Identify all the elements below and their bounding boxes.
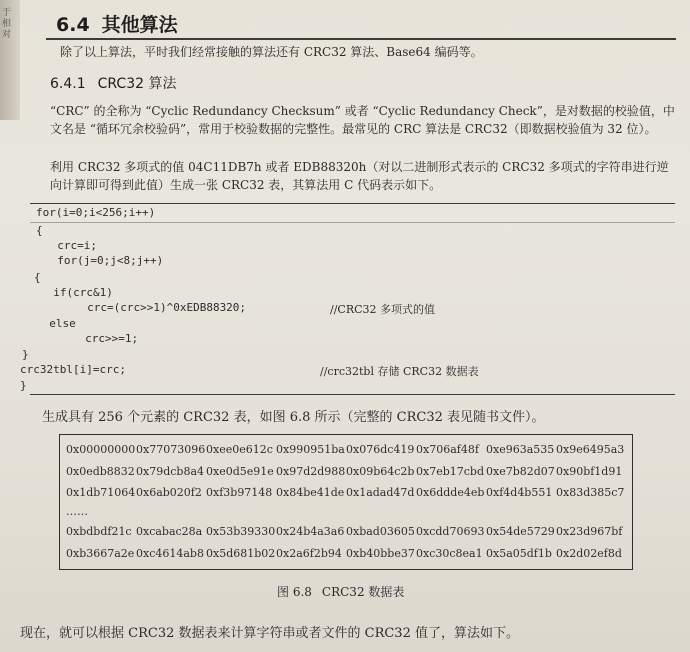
table-cell: 0xe0d5e91e [206, 465, 274, 478]
table-row [66, 525, 626, 538]
table-cell: 0xcdd70693 [416, 525, 485, 538]
table-cell: 0xbdbdf21c [66, 525, 132, 538]
table-cell: 0xe963a535 [486, 443, 555, 456]
table-cell: 0x706af48f [416, 443, 479, 456]
table-cell: 0x90bf1d91 [556, 465, 623, 478]
table-cell: 0x09b64c2b [346, 465, 415, 478]
figure-number: 图 6.8 [277, 585, 312, 599]
figure-title: CRC32 数据表 [321, 585, 405, 599]
table-cell: 0x5a05df1b [486, 547, 552, 560]
table-row [66, 465, 626, 478]
code-line: for(i=0;i<256;i++) [36, 206, 156, 219]
code-line: } [20, 379, 27, 392]
table-cell: 0xbad03605 [346, 525, 415, 538]
paragraph-crc32-table: 利用 CRC32 多项式的值 04C11DB7h 或者 EDB88320h（对以二进制形式表示的 CRC32 多项式的字符串进行逆向计算即可得到此值）生成一张 CRC32 表，其算法用 C 代码表示如下。 [50, 160, 669, 192]
subsection-title [50, 73, 176, 93]
table-cell: 0x54de5729 [486, 525, 555, 538]
table-cell: 0xc30c8ea1 [416, 547, 483, 560]
table-intro-paragraph: 生成具有 256 个元素的 CRC32 表，如图 6.8 所示（完整的 CRC32 表见随书文件）。 [42, 410, 545, 425]
code-comment: //CRC32 多项式的值 [330, 303, 436, 316]
table-cell: 0xb3667a2e [66, 547, 135, 560]
table-cell: 0x24b4a3a6 [276, 525, 345, 538]
code-line: else [36, 317, 76, 330]
table-cell: 0x0edb8832 [66, 465, 135, 478]
table-cell: 0x83d385c7 [556, 486, 625, 499]
code-line: for(j=0;j<8;j++) [44, 254, 164, 267]
table-cell: 0x77073096 [136, 443, 206, 456]
table-cell: 0x1adad47d [346, 486, 415, 499]
table-cell: 0x2a6f2b94 [276, 547, 342, 560]
table-cell: 0xf3b97148 [206, 486, 273, 499]
code-line: } [22, 348, 29, 361]
spine-text: 于 相 对 [2, 8, 12, 40]
table-cell: 0xb40bbe37 [346, 547, 415, 560]
subsection-title-text: CRC32 算法 [97, 76, 177, 92]
table-cell: 0x79dcb8a4 [136, 465, 204, 478]
table-cell: 0xee0e612c [206, 443, 273, 456]
table-cell: 0x7eb17cbd [416, 465, 484, 478]
table-cell: 0x84be41de [276, 486, 345, 499]
code-line: if(crc&1) [40, 286, 113, 299]
table-cell: 0xcabac28a [136, 525, 203, 538]
table-cell: 0x6ab020f2 [136, 486, 202, 499]
adjacent-page-edge [0, 0, 20, 120]
code-line: { [34, 271, 41, 284]
subsection-number: 6.4.1 [50, 76, 86, 92]
table-cell: 0x00000000 [66, 443, 136, 456]
paragraph-crc-definition: “CRC” 的全称为 “Cyclic Redundancy Checksum” 或者 “Cyclic Redundancy Check”，是对数据的校验值，中文名是 “循环冗余校验码”，常用于校验数据的完整性。最常见的 CRC 算法是 CRC32（即数据校验值为 32 位）。 [50, 104, 675, 136]
section-title [56, 10, 178, 37]
table-ellipsis: …… [66, 505, 88, 518]
code-line: { [36, 224, 43, 237]
closing-paragraph: 现在，就可以根据 CRC32 数据表来计算字符串或者文件的 CRC32 值了，算法如下。 [20, 626, 519, 641]
code-line: crc=i; [44, 239, 97, 252]
table-cell: 0xe7b82d07 [486, 465, 555, 478]
title-rule [46, 38, 676, 40]
table-cell: 0x53b39330 [206, 525, 276, 538]
table-cell: 0x1db71064 [66, 486, 136, 499]
code-line: crc32tbl[i]=crc; [20, 363, 126, 376]
table-cell: 0x5d681b02 [206, 547, 276, 560]
table-cell: 0x6ddde4eb [416, 486, 485, 499]
code-line: crc>>=1; [52, 332, 139, 345]
intro-paragraph: 除了以上算法，平时我们经常接触的算法还有 CRC32 算法、Base64 编码等。 [60, 45, 483, 59]
table-cell: 0x97d2d988 [276, 465, 346, 478]
table-row [66, 486, 626, 499]
table-cell: 0x2d02ef8d [556, 547, 622, 560]
section-title-text: 其他算法 [101, 14, 178, 36]
crc32-table [59, 434, 633, 570]
code-divider [30, 222, 675, 223]
table-cell: 0x9e6495a3 [556, 443, 625, 456]
table-cell: 0x076dc419 [346, 443, 415, 456]
code-comment: //crc32tbl 存储 CRC32 数据表 [320, 365, 479, 378]
code-block [20, 203, 675, 395]
table-row [66, 443, 626, 456]
section-number: 6.4 [56, 14, 90, 36]
table-row [66, 547, 626, 560]
figure-caption [277, 583, 404, 600]
table-cell: 0x23d967bf [556, 525, 623, 538]
table-cell: 0xf4d4b551 [486, 486, 553, 499]
table-cell: 0xc4614ab8 [136, 547, 204, 560]
code-line: crc=(crc>>1)^0xEDB88320; [54, 301, 247, 314]
table-cell: 0x990951ba [276, 443, 345, 456]
